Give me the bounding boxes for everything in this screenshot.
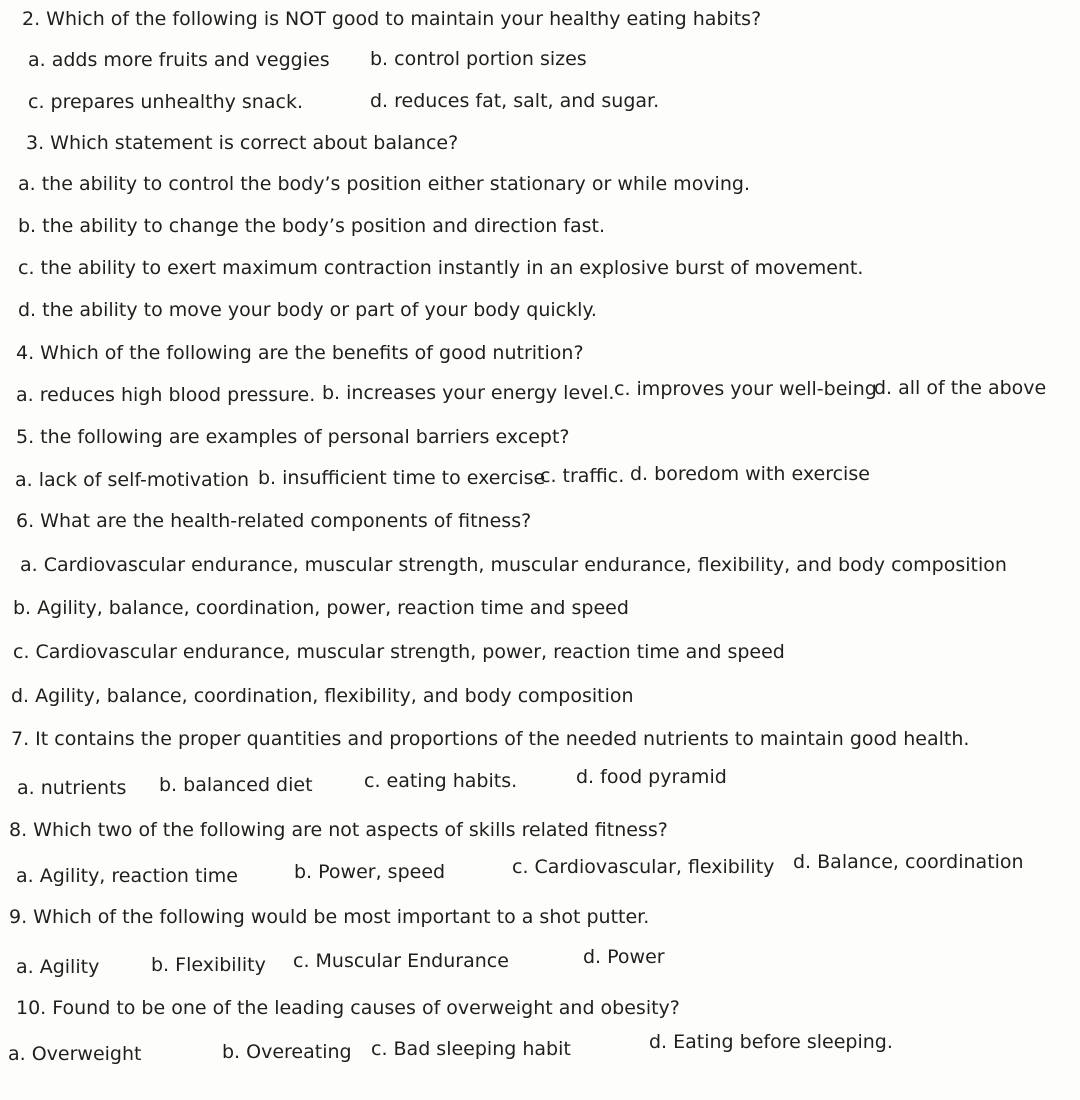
question-8-option-a: a. Agility, reaction time (16, 865, 238, 887)
question-6-option-d: d. Agility, balance, coordination, flexibility, and body composition (11, 685, 634, 707)
question-8-option-d: d. Balance, coordination (793, 851, 1024, 873)
question-7-option-b: b. balanced diet (159, 774, 313, 796)
question-4-stem: 4. Which of the following are the benefits of good nutrition? (16, 342, 584, 364)
question-3-option-a: a. the ability to control the body’s position either stationary or while moving. (18, 173, 750, 195)
question-3-option-c: c. the ability to exert maximum contraction instantly in an explosive burst of movement. (18, 257, 864, 279)
question-8-option-b: b. Power, speed (294, 861, 446, 883)
question-3-option-d: d. the ability to move your body or part of your body quickly. (18, 299, 597, 321)
question-5-option-c: c. traffic. (540, 465, 625, 487)
question-7-option-d: d. food pyramid (576, 766, 727, 788)
question-2-stem: 2. Which of the following is NOT good to maintain your healthy eating habits? (22, 8, 762, 30)
question-3-option-b: b. the ability to change the body’s position and direction fast. (18, 215, 606, 237)
question-10-stem: 10. Found to be one of the leading causes of overweight and obesity? (16, 997, 680, 1019)
question-8-stem: 8. Which two of the following are not aspects of skills related fitness? (9, 819, 668, 841)
question-10-option-d: d. Eating before sleeping. (649, 1031, 893, 1053)
question-3-stem: 3. Which statement is correct about balance? (26, 132, 459, 154)
question-9-option-a: a. Agility (16, 956, 100, 978)
question-5-option-d: d. boredom with exercise (630, 463, 870, 485)
question-7-stem: 7. It contains the proper quantities and proportions of the needed nutrients to maintain good health. (11, 728, 970, 750)
question-5-option-b: b. insufficient time to exercise (258, 467, 546, 489)
question-5-stem: 5. the following are examples of personal barriers except? (16, 426, 570, 448)
question-6-option-c: c. Cardiovascular endurance, muscular strength, power, reaction time and speed (13, 641, 785, 663)
question-10-option-a: a. Overweight (8, 1043, 142, 1065)
question-4-option-a: a. reduces high blood pressure. (16, 384, 316, 406)
question-6-option-b: b. Agility, balance, coordination, power, reaction time and speed (13, 597, 629, 619)
question-7-option-a: a. nutrients (17, 777, 127, 799)
question-4-option-b: b. increases your energy level. (322, 382, 615, 404)
question-10-option-c: c. Bad sleeping habit (371, 1038, 571, 1060)
question-9-stem: 9. Which of the following would be most important to a shot putter. (9, 906, 650, 928)
question-2-option-c: c. prepares unhealthy snack. (28, 91, 303, 113)
question-8-option-c: c. Cardiovascular, flexibility (512, 856, 775, 878)
question-2-option-d: d. reduces fat, salt, and sugar. (370, 90, 660, 112)
question-9-option-b: b. Flexibility (151, 954, 266, 976)
question-2-option-a: a. adds more fruits and veggies (28, 49, 330, 71)
question-9-option-c: c. Muscular Endurance (293, 950, 509, 972)
question-9-option-d: d. Power (583, 946, 665, 968)
question-6-stem: 6. What are the health-related components of fitness? (16, 510, 532, 532)
question-2-option-b: b. control portion sizes (370, 48, 587, 70)
question-4-option-c: c. improves your well-being (614, 378, 877, 400)
question-7-option-c: c. eating habits. (364, 770, 518, 792)
question-5-option-a: a. lack of self-motivation (15, 469, 250, 491)
question-10-option-b: b. Overeating (222, 1041, 352, 1063)
question-6-option-a: a. Cardiovascular endurance, muscular strength, muscular endurance, flexibility, and body composition (20, 554, 1007, 576)
question-4-option-d: d. all of the above (874, 377, 1047, 399)
